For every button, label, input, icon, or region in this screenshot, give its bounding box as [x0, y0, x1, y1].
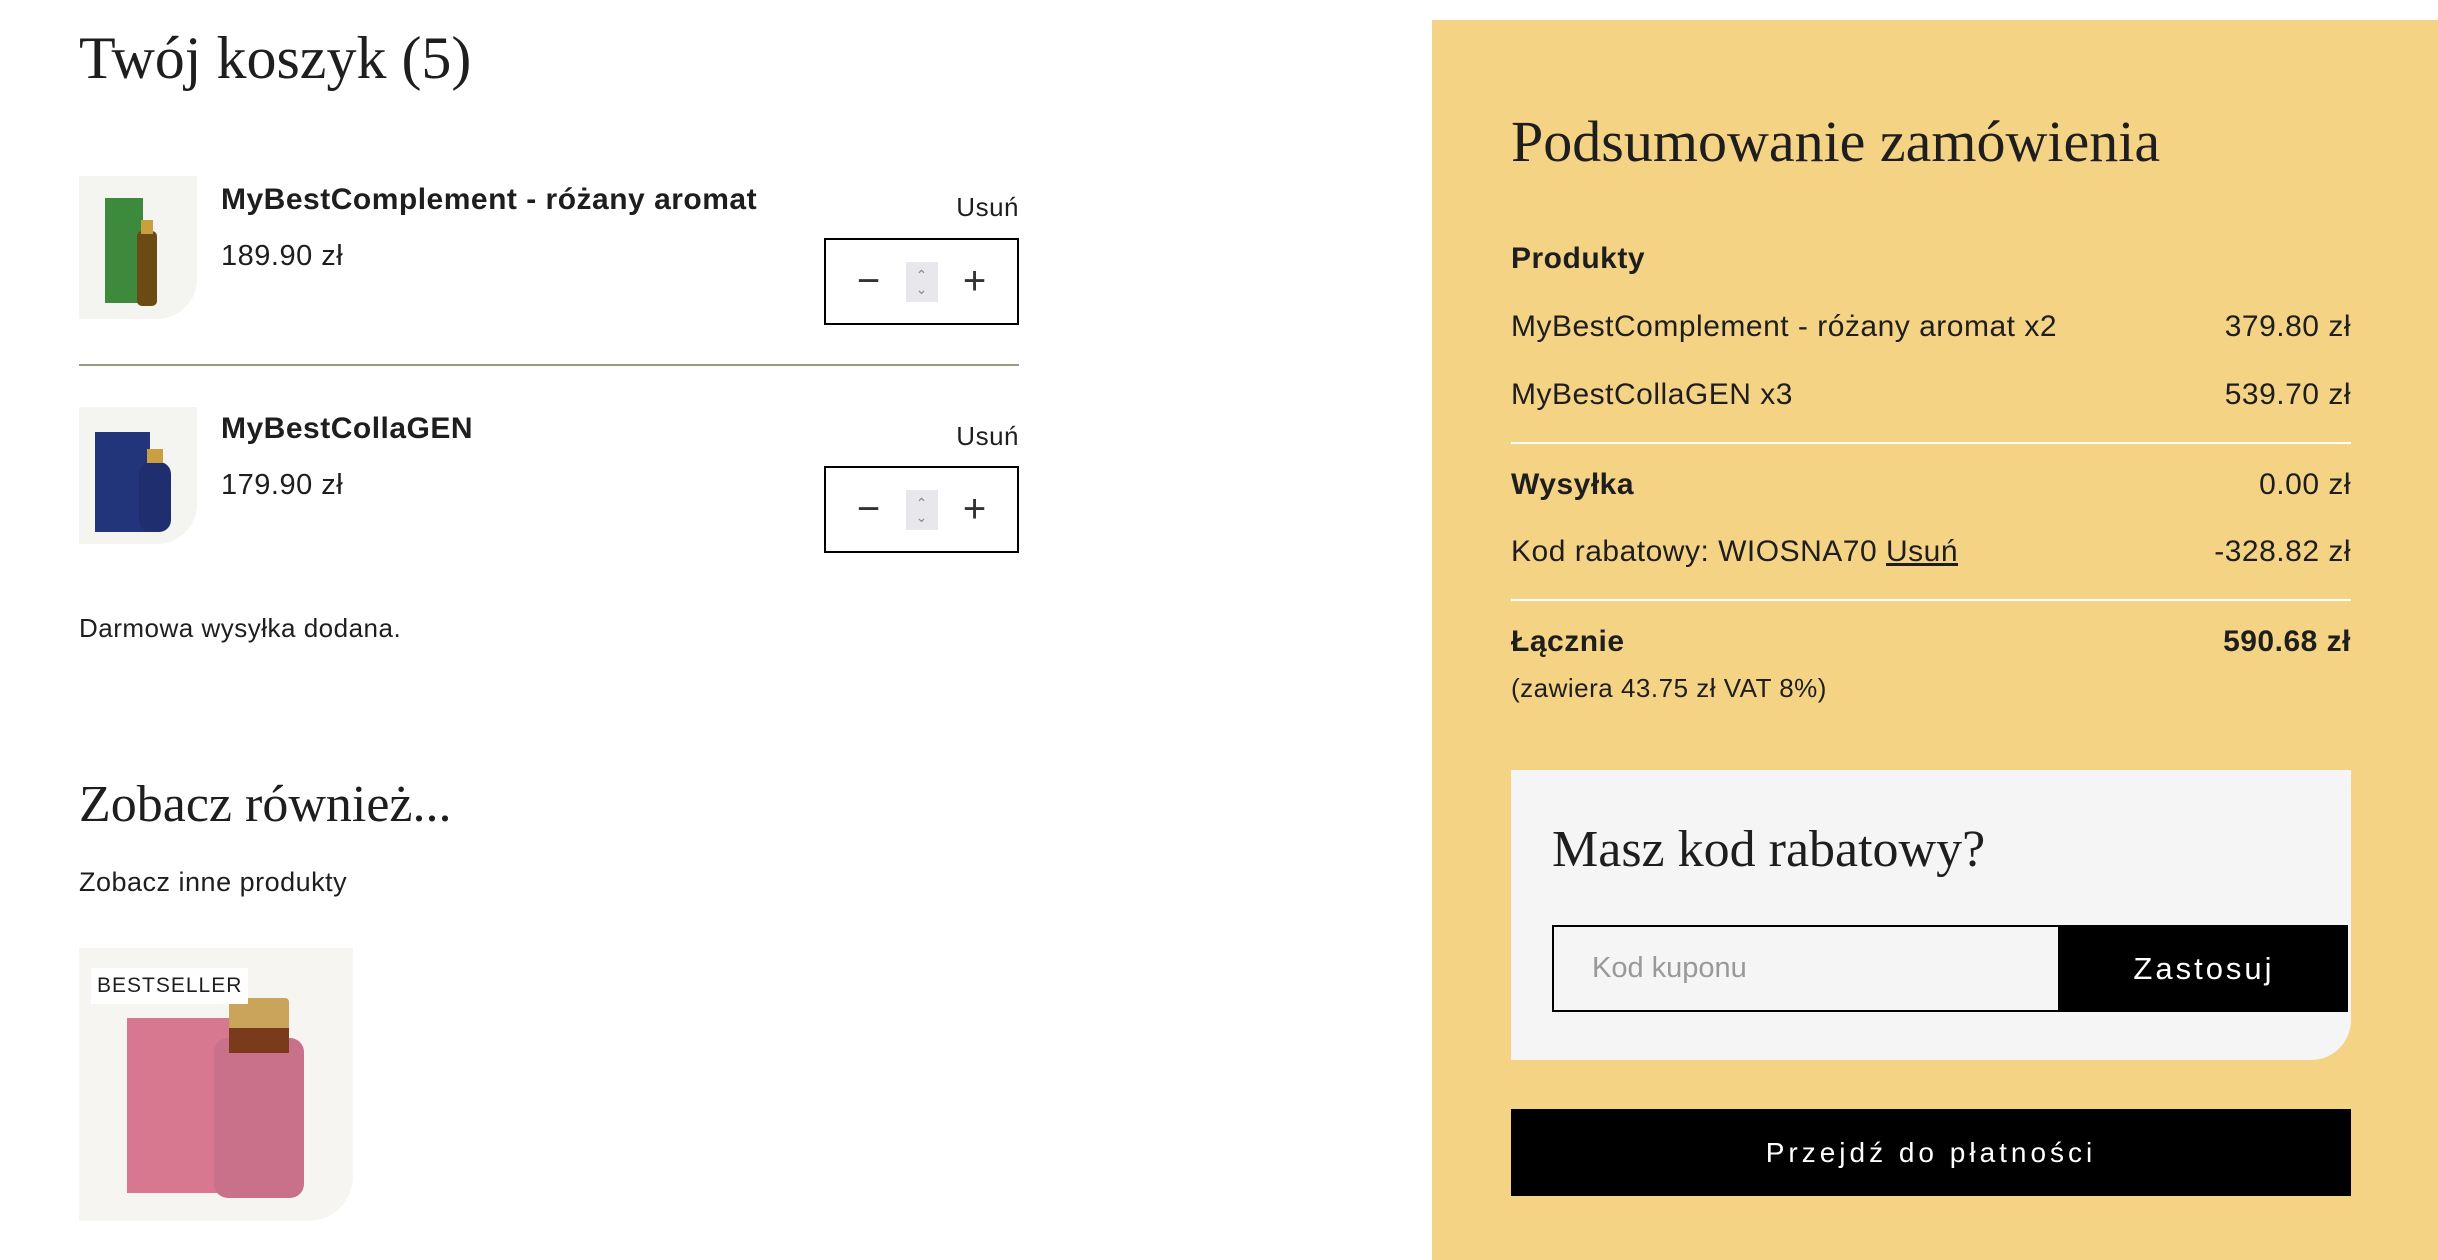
discount-label: Kod rabatowy: WIOSNA70 [1511, 535, 1878, 568]
divider [79, 364, 1019, 366]
bestseller-badge: BESTSELLER [91, 968, 248, 1004]
spinner-icon[interactable]: ⌃ ⌄ [906, 262, 938, 302]
line-label: MyBestCollaGEN x3 [1511, 378, 1793, 411]
total-label: Łącznie [1511, 625, 1625, 658]
product-name[interactable]: MyBestComplement - różany aromat [221, 183, 758, 216]
coupon-title: Masz kod rabatowy? [1552, 821, 1986, 878]
remove-discount-link[interactable]: Usuń [1886, 535, 1959, 568]
decrease-button[interactable]: − [856, 487, 881, 531]
summary-line [1511, 378, 2351, 412]
order-summary-panel [1432, 20, 2438, 1260]
spinner-icon[interactable]: ⌃ ⌄ [906, 490, 938, 530]
product-bottle-icon [79, 176, 197, 319]
product-bottle-icon [79, 407, 197, 544]
summary-title: Podsumowanie zamówienia [1511, 109, 2161, 174]
related-subtitle: Zobacz inne produkty [79, 867, 348, 897]
remove-item-button[interactable]: Usuń [956, 421, 1019, 451]
product-price: 189.90 zł [221, 240, 344, 272]
shipping-row [1511, 468, 2351, 502]
total-value: 590.68 zł [2223, 625, 2351, 658]
product-name[interactable]: MyBestCollaGEN [221, 412, 474, 445]
discount-value: -328.82 zł [2214, 535, 2351, 568]
divider [1511, 442, 2351, 444]
checkout-button[interactable]: Przejdź do płatności [1511, 1109, 2351, 1196]
line-label: MyBestComplement - różany aromat x2 [1511, 310, 2058, 343]
products-label [1511, 242, 2351, 276]
increase-button[interactable]: + [962, 487, 987, 531]
apply-coupon-button[interactable]: Zastosuj [2060, 925, 2348, 1012]
quantity-stepper[interactable] [824, 238, 1019, 325]
quantity-stepper[interactable] [824, 466, 1019, 553]
summary-line [1511, 310, 2351, 344]
vat-note: (zawiera 43.75 zł VAT 8%) [1511, 673, 1827, 703]
product-price: 179.90 zł [221, 469, 344, 501]
discount-row [1511, 535, 2351, 569]
coupon-input[interactable] [1552, 925, 2060, 1012]
coupon-box [1511, 770, 2351, 1060]
related-title: Zobacz również... [79, 776, 452, 833]
line-value: 539.70 zł [2224, 378, 2351, 411]
shipping-note: Darmowa wysyłka dodana. [79, 613, 402, 643]
shipping-label: Wysyłka [1511, 468, 1635, 501]
remove-item-button[interactable]: Usuń [956, 192, 1019, 222]
products-heading: Produkty [1511, 242, 1646, 275]
shipping-value: 0.00 zł [2259, 468, 2351, 501]
decrease-button[interactable]: − [856, 259, 881, 303]
related-product-card[interactable] [79, 948, 353, 1221]
product-image[interactable] [79, 407, 197, 544]
product-image[interactable] [79, 176, 197, 319]
total-row [1511, 625, 2351, 659]
divider [1511, 599, 2351, 601]
increase-button[interactable]: + [962, 259, 987, 303]
cart-title: Twój koszyk (5) [79, 25, 472, 91]
line-value: 379.80 zł [2224, 310, 2351, 343]
